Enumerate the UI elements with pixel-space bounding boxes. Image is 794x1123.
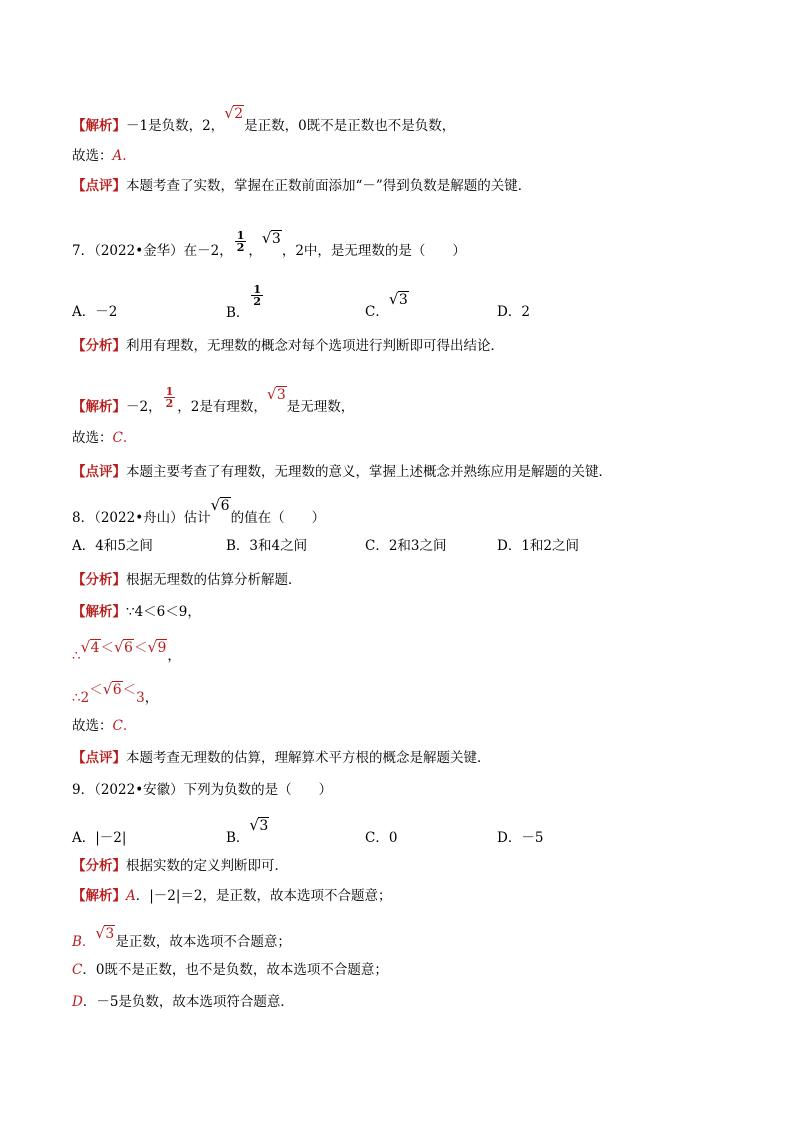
- comment-q8: 【点评】本题考查无理数的估算，理解算术平方根的概念是解题关键．: [72, 750, 491, 766]
- analysis-line-q6: 【解析】－1是负数，2， √ 2是正数，0既不是正数也不是负数，: [72, 104, 456, 134]
- solution-q7: 【解析】－2， $\frac{1}{2}$ ，2是有理数， √ 3是无理数，: [72, 385, 355, 415]
- option-b-q8[interactable]: B．3和4之间: [226, 538, 308, 554]
- comment-line-q6: 【点评】本题考查了实数，掌握在正数前面添加“－”得到负数是解题的关键．: [72, 178, 532, 194]
- option-b-q9[interactable]: B． √ 3: [226, 816, 269, 846]
- option-a-q9[interactable]: A．|－2|: [72, 830, 127, 846]
- question-8: 8．（2022•舟山）估计 √ 6的值在（ ）: [72, 496, 326, 526]
- solution-q9-b: B． √ 3是正数，故本选项不合题意；: [72, 924, 291, 950]
- answer-line-q6: 故选：A.: [72, 148, 127, 164]
- analysis-q9: 【分析】根据实数的定义判断即可．: [72, 858, 288, 874]
- option-c-q9[interactable]: C．0: [365, 830, 398, 846]
- option-c-q8[interactable]: C．2和3之间: [365, 538, 447, 554]
- option-a-q8[interactable]: A．4和5之间: [72, 538, 153, 554]
- sqrt-3: √ 3: [261, 229, 281, 247]
- analysis-tag: 【解析】: [72, 118, 126, 134]
- solution-q8: 【解析】∵4＜6＜9，: [72, 604, 201, 620]
- solution-q9: 【解析】A．|－2|＝2，是正数，故本选项不合题意；: [72, 888, 392, 904]
- analysis-q7: 【分析】利用有理数，无理数的概念对每个选项进行判断即可得出结论．: [72, 338, 504, 354]
- option-a-q7[interactable]: A．－2: [72, 304, 118, 320]
- fraction-half: $\frac{1}{2}$: [236, 229, 245, 254]
- answer-q8: 故选：C.: [72, 718, 128, 734]
- option-b-q7[interactable]: B． $\frac{1}{2}$: [226, 283, 262, 321]
- step1-q8: ∴ √ 4＜ √ 6＜ √ 9，: [72, 638, 181, 664]
- option-d-q8[interactable]: D．1和2之间: [497, 538, 580, 554]
- question-7: 7．（2022•金华）在－2， $\frac{1}{2}$ ， √ 3，2中，是无理数的是（ ）: [72, 229, 466, 259]
- step2-q8: ∴2＜ √ 6＜3，: [72, 680, 159, 706]
- solution-q9-c: C．0既不是正数，也不是负数，故本选项不合题意；: [72, 962, 388, 978]
- question-9: 9．（2022•安徽）下列为负数的是（ ）: [72, 782, 333, 798]
- sqrt-6: √ 6: [210, 496, 230, 514]
- option-c-q7[interactable]: C． √ 3: [365, 290, 408, 320]
- option-d-q7[interactable]: D．2: [497, 304, 530, 320]
- solution-q9-d: D．－5是负数，故本选项符合题意．: [72, 994, 294, 1010]
- analysis-q8: 【分析】根据无理数的估算分析解题．: [72, 572, 302, 588]
- option-d-q9[interactable]: D．－5: [497, 830, 544, 846]
- comment-q7: 【点评】本题主要考查了有理数，无理数的意义，掌握上述概念并熟练应用是解题的关键．: [72, 464, 612, 480]
- sqrt-2: √ 2: [224, 104, 244, 122]
- answer-q7: 故选：C.: [72, 430, 128, 446]
